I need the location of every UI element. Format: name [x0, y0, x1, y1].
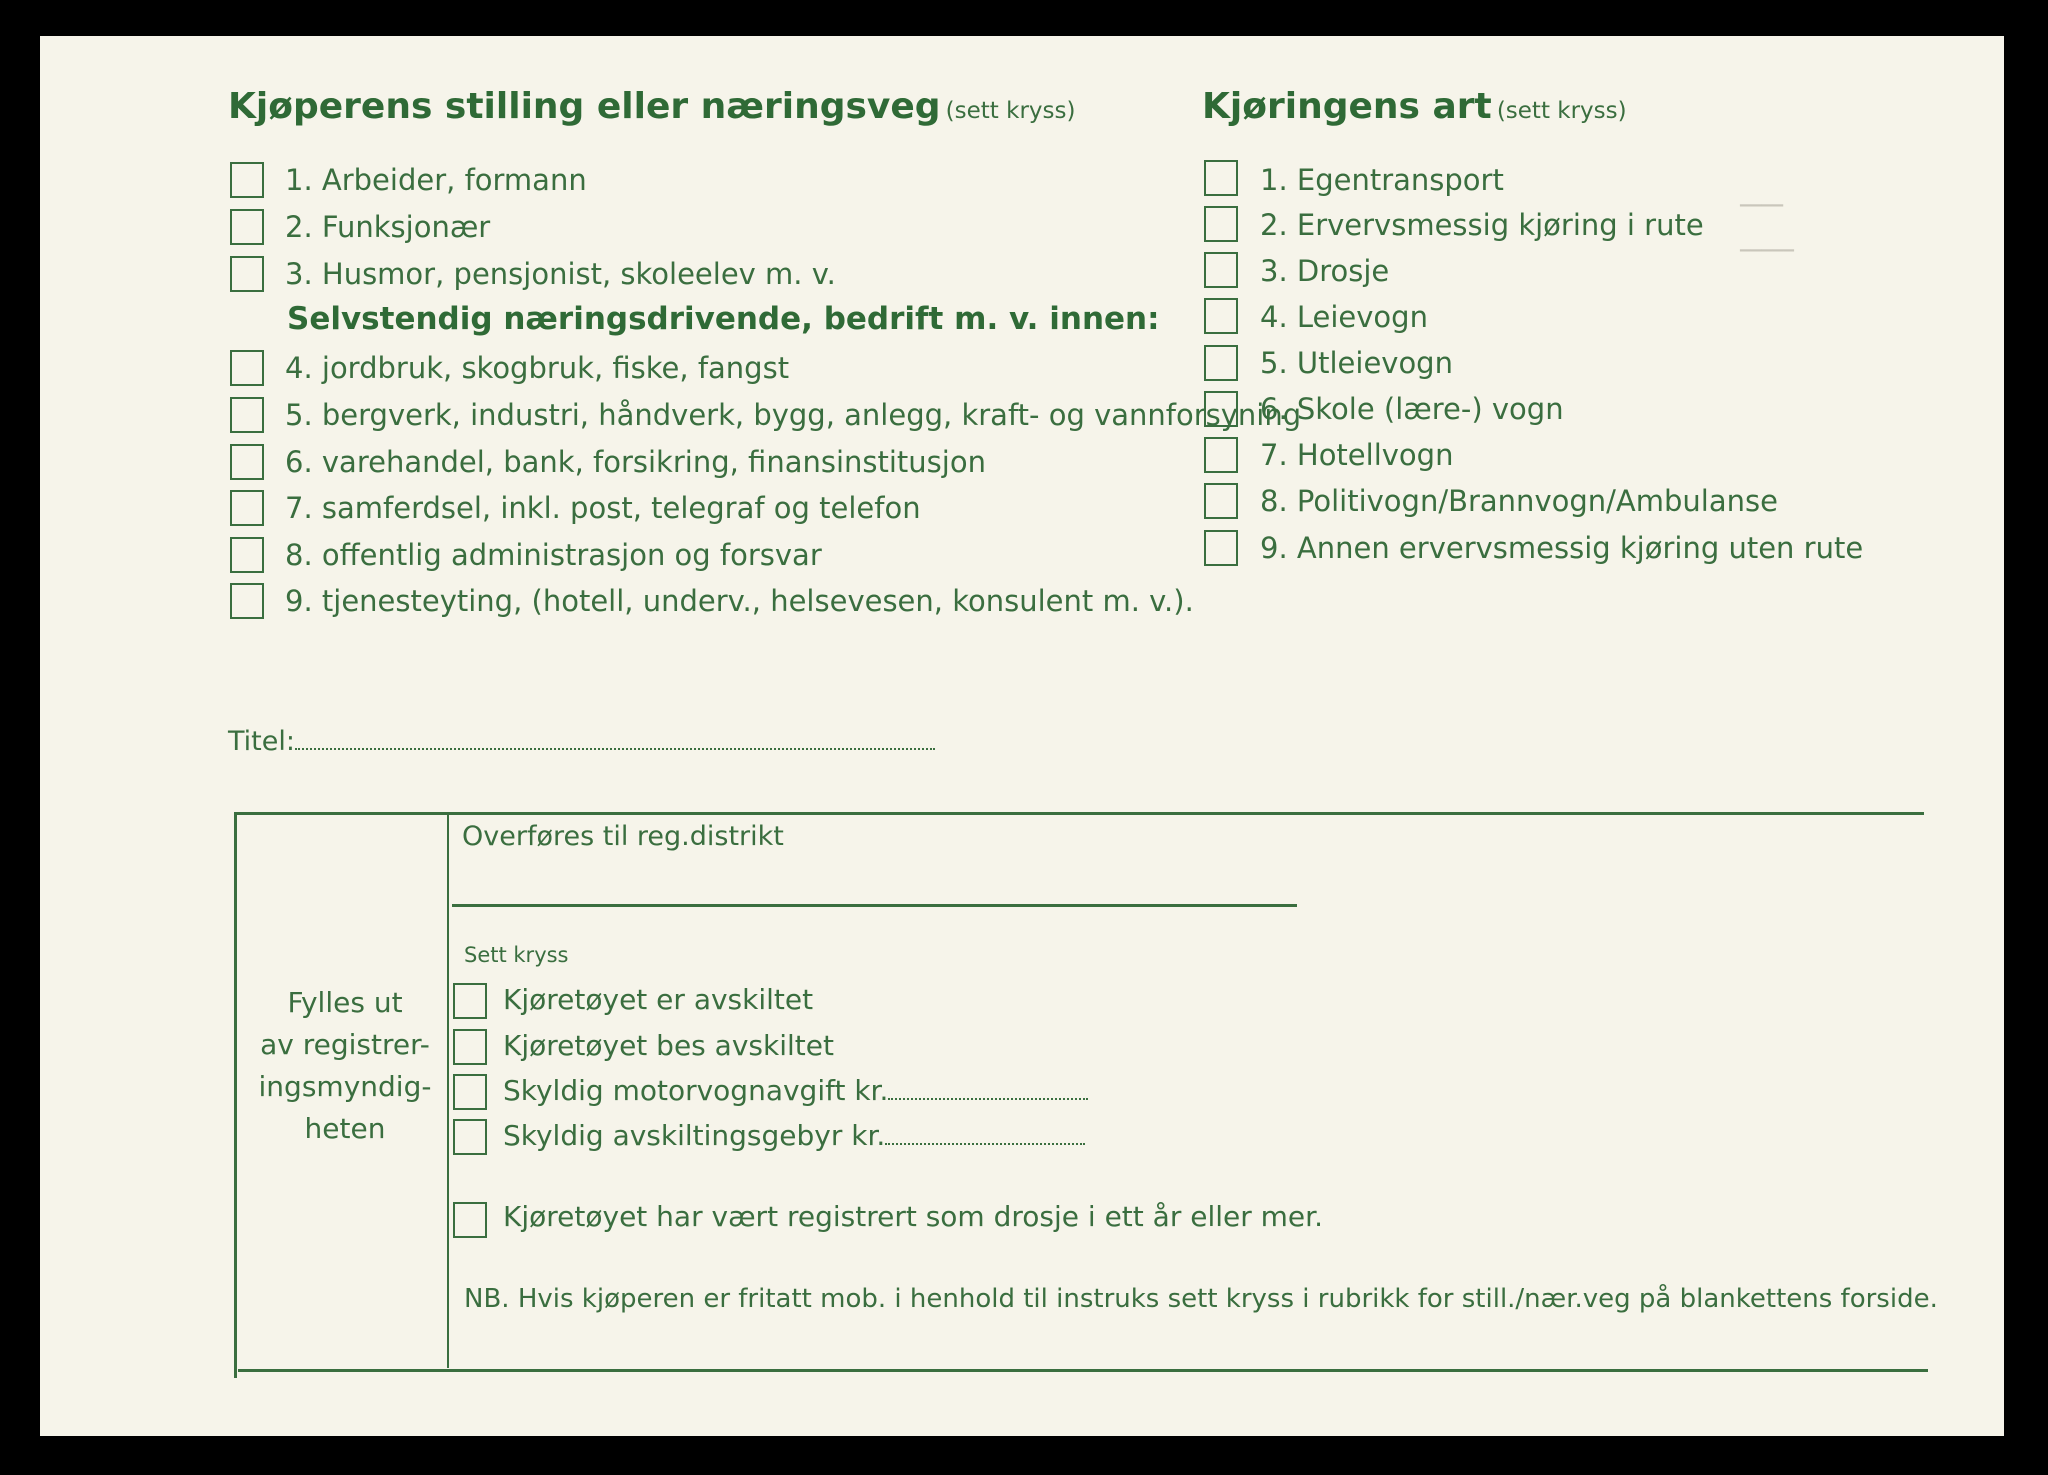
option-tjenesteyting: 9. tjenesteyting, (hotell, underv., helsevesen, konsulent m. v.).	[285, 584, 1194, 618]
authority-note-line: ingsmyndig-	[258, 1070, 432, 1103]
bleed-mark: ▁▁▁▁	[1740, 191, 1784, 207]
checkbox-bergverk[interactable]	[230, 397, 264, 433]
bottom-box-top-border	[234, 812, 1924, 815]
option-offentlig: 8. offentlig administrasjon og forsvar	[285, 538, 822, 572]
bottom-box-left-border	[234, 812, 237, 1378]
motorvognavgift-amount-field[interactable]	[888, 1076, 1088, 1100]
option-samferdsel: 7. samferdsel, inkl. post, telegraf og telefon	[285, 491, 921, 525]
nb-note: NB. Hvis kjøperen er fritatt mob. i henhold til instruks sett kryss i rubrikk for still./nær.veg på blankettens forside.	[464, 1284, 1938, 1314]
checkbox-jordbruk[interactable]	[230, 350, 264, 386]
checkbox-rute[interactable]	[1204, 206, 1238, 242]
check-drosje-registrert: Kjøretøyet har vært registrert som drosje i ett år eller mer.	[503, 1200, 1323, 1233]
option-annen: 9. Annen ervervsmessig kjøring uten rute	[1260, 531, 1864, 565]
checkbox-drosje[interactable]	[1204, 252, 1238, 288]
option-varehandel: 6. varehandel, bank, forsikring, finansinstitusjon	[285, 445, 986, 479]
authority-note-line: av registrer-	[260, 1028, 430, 1061]
transfer-label: Overføres til reg.distrikt	[462, 821, 784, 852]
checkbox-husmor[interactable]	[230, 256, 264, 292]
option-husmor: 3. Husmor, pensjonist, skoleelev m. v.	[285, 257, 836, 291]
bottom-box-divider	[447, 812, 449, 1368]
transfer-field[interactable]	[452, 904, 1297, 907]
option-rute: 2. Ervervsmessig kjøring i rute	[1260, 208, 1704, 242]
left-title: Kjøperens stilling eller næringsveg	[228, 86, 941, 127]
titel-label: Titel:	[228, 726, 295, 757]
check-avskiltingsgebyr: Skyldig avskiltingsgebyr kr.	[503, 1119, 886, 1152]
authority-note-line: heten	[304, 1112, 386, 1145]
option-arbeider: 1. Arbeider, formann	[285, 163, 587, 197]
option-politivogn: 8. Politivogn/Brannvogn/Ambulanse	[1260, 484, 1778, 518]
checkbox-utleievogn[interactable]	[1204, 345, 1238, 381]
left-section-heading	[228, 86, 1075, 127]
authority-note-line: Fylles ut	[287, 986, 403, 1019]
checkbox-arbeider[interactable]	[230, 162, 264, 198]
right-title-note: (sett kryss)	[1496, 98, 1627, 124]
option-skolevogn: 6. Skole (lære-) vogn	[1260, 392, 1564, 426]
option-bergverk: 5. bergverk, industri, håndverk, bygg, anlegg, kraft- og vannforsyning	[285, 398, 1302, 432]
right-section-heading	[1202, 86, 1627, 127]
checkbox-varehandel[interactable]	[230, 444, 264, 480]
check-motorvognavgift-row	[503, 1074, 1088, 1107]
checkbox-tjenesteyting[interactable]	[230, 583, 264, 619]
checkbox-avskiltingsgebyr[interactable]	[453, 1119, 487, 1155]
checkbox-motorvognavgift[interactable]	[453, 1074, 487, 1110]
checkbox-egentransport[interactable]	[1204, 160, 1238, 196]
option-leievogn: 4. Leievogn	[1260, 300, 1428, 334]
authority-note	[250, 982, 440, 1150]
titel-row	[228, 722, 935, 757]
form-sheet	[40, 36, 2004, 1436]
option-utleievogn: 5. Utleievogn	[1260, 346, 1453, 380]
checkbox-leievogn[interactable]	[1204, 298, 1238, 334]
right-title: Kjøringens art	[1202, 86, 1492, 127]
checkbox-offentlig[interactable]	[230, 537, 264, 573]
checkbox-politivogn[interactable]	[1204, 483, 1238, 519]
titel-field[interactable]	[295, 722, 935, 750]
bottom-box-bottom-border	[238, 1369, 1928, 1372]
checkbox-funksjonaer[interactable]	[230, 209, 264, 245]
sett-kryss-label: Sett kryss	[464, 943, 569, 967]
checkbox-hotellvogn[interactable]	[1204, 437, 1238, 473]
option-jordbruk: 4. jordbruk, skogbruk, fiske, fangst	[285, 351, 790, 385]
check-avskiltet: Kjøretøyet er avskiltet	[503, 983, 814, 1016]
checkbox-skolevogn[interactable]	[1204, 391, 1238, 427]
option-hotellvogn: 7. Hotellvogn	[1260, 438, 1454, 472]
check-avskiltingsgebyr-row	[503, 1119, 1085, 1152]
option-drosje: 3. Drosje	[1260, 254, 1390, 288]
check-bes-avskiltet: Kjøretøyet bes avskiltet	[503, 1029, 834, 1062]
bleed-mark: ▁▁▁▁▁	[1740, 236, 1794, 252]
checkbox-samferdsel[interactable]	[230, 490, 264, 526]
check-motorvognavgift: Skyldig motorvognavgift kr.	[503, 1074, 889, 1107]
checkbox-drosje-registrert[interactable]	[453, 1202, 487, 1238]
checkbox-bes-avskiltet[interactable]	[453, 1029, 487, 1065]
checkbox-avskiltet[interactable]	[453, 983, 487, 1019]
option-funksjonaer: 2. Funksjonær	[285, 210, 491, 244]
subheading-selvstendig: Selvstendig næringsdrivende, bedrift m. v. innen:	[287, 301, 1160, 337]
left-title-note: (sett kryss)	[945, 98, 1076, 124]
option-egentransport: 1. Egentransport	[1260, 163, 1504, 197]
avskiltingsgebyr-amount-field[interactable]	[885, 1121, 1085, 1145]
checkbox-annen[interactable]	[1204, 530, 1238, 566]
